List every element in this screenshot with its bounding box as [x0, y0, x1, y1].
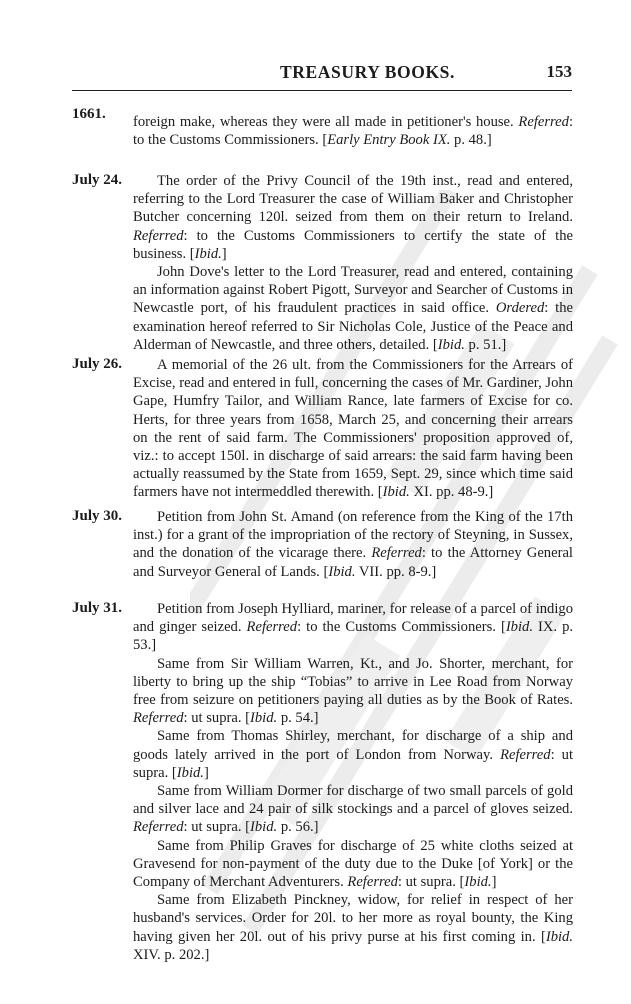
- entry-paragraph: foreign make, whereas they were all made in petitioner's house. Referred: to the Customs Commissioners. [Early Entry Book IX. p. 48.]: [133, 114, 573, 149]
- entry-date: July 30.: [72, 508, 123, 524]
- entry-paragraph: Same from Elizabeth Pinckney, widow, for relief in respect of her husband's services. Order for 20l. to her more as royal bounty, the King having given her 20l. out of his privy purse at his first coming in. [Ibid. XIV. p. 202.]: [133, 892, 573, 963]
- page-number: 153: [546, 62, 572, 81]
- entry-paragraph: John Dove's letter to the Lord Treasurer, read and entered, containing an information against Robert Pigott, Surveyor and Searcher of Customs in Newcastle port, of his fraudulent practices in said office. Ordered: the examination hereof referred to Sir Nicholas Cole, Justice of the Peace and Alderman of Newcastle, and three others, detailed. [Ibid. p. 51.]: [133, 264, 573, 353]
- entry-paragraph: Same from Philip Graves for discharge of 25 white cloths seized at Gravesend for non-payment of the duty due to the Duke [of York] or the Company of Merchant Adventurers. Referred: ut supra. [Ibid.]: [133, 837, 573, 891]
- entry-paragraph: Same from Thomas Shirley, merchant, for discharge of a ship and goods lately arrived in the port of London from Norway. Referred: ut supra. [Ibid.]: [133, 728, 573, 781]
- entry-paragraph: Same from Sir William Warren, Kt., and Jo. Shorter, merchant, for liberty to bring up the ship “Tobias” to arrive in Lee Road from Norway free from seizure on petitioners paying all duties as by the Book of Rates. Referred: ut supra. [Ibid. p. 54.]: [133, 655, 573, 727]
- entry-paragraph: Same from William Dormer for discharge of two small parcels of gold and silver lace and 24 pair of silk stockings and a parcel of gloves seized. Referred: ut supra. [Ibid. p. 56.]: [133, 783, 573, 836]
- entry-paragraph: A memorial of the 26 ult. from the Commissioners for the Arrears of Excise, read and entered in full, concerning the cases of Mr. Gardiner, John Gape, Humfry Tailor, and William Rance, late farmers of Excise for co. Herts, for three years from 1658, March 25, and concerning their arrears on the rent of said farm. The Commissioners' proposition approved of, viz.: to accept 150l. in discharge of said arrears: the said farm having been actually reassumed by the State from 1659, Sept. 29, since which time said farmers have not intermeddled therewith. [Ibid. XI. pp. 48-9.]: [133, 357, 573, 501]
- entry-paragraph: Petition from John St. Amand (on reference from the King of the 17th inst.) for a grant of the impropriation of the rectory of Steyning, in Sussex, and the donation of the vicarage there. Referred: to the Attorney General and Surveyor General of Lands. [Ibid. VII. pp. 8-9.]: [133, 509, 573, 580]
- entry-body: [133, 356, 573, 502]
- entry-date: July 26.: [72, 356, 123, 372]
- entry-paragraph: The order of the Privy Council of the 19th inst., read and entered, referring to the Lord Treasurer the case of William Baker and Christopher Butcher concerning 120l. seized from them on their return to Ireland. Referred: to the Customs Commissioners to certify the state of the business. [Ibid.]: [133, 173, 573, 262]
- entry-date: July 24.: [72, 172, 123, 188]
- year-marker: 1661.: [72, 106, 106, 122]
- entry-body: [133, 600, 573, 964]
- running-title: TREASURY BOOKS.: [280, 62, 455, 82]
- entry-date: July 31.: [72, 600, 123, 616]
- entry-body: [133, 508, 573, 581]
- running-header: [72, 60, 572, 91]
- entry-paragraph: Petition from Joseph Hylliard, mariner, for release of a parcel of indigo and ginger seized. Referred: to the Customs Commissioners. [Ibid. IX. p. 53.]: [133, 601, 574, 654]
- entry-body: [133, 172, 573, 354]
- entry-body: [133, 113, 573, 149]
